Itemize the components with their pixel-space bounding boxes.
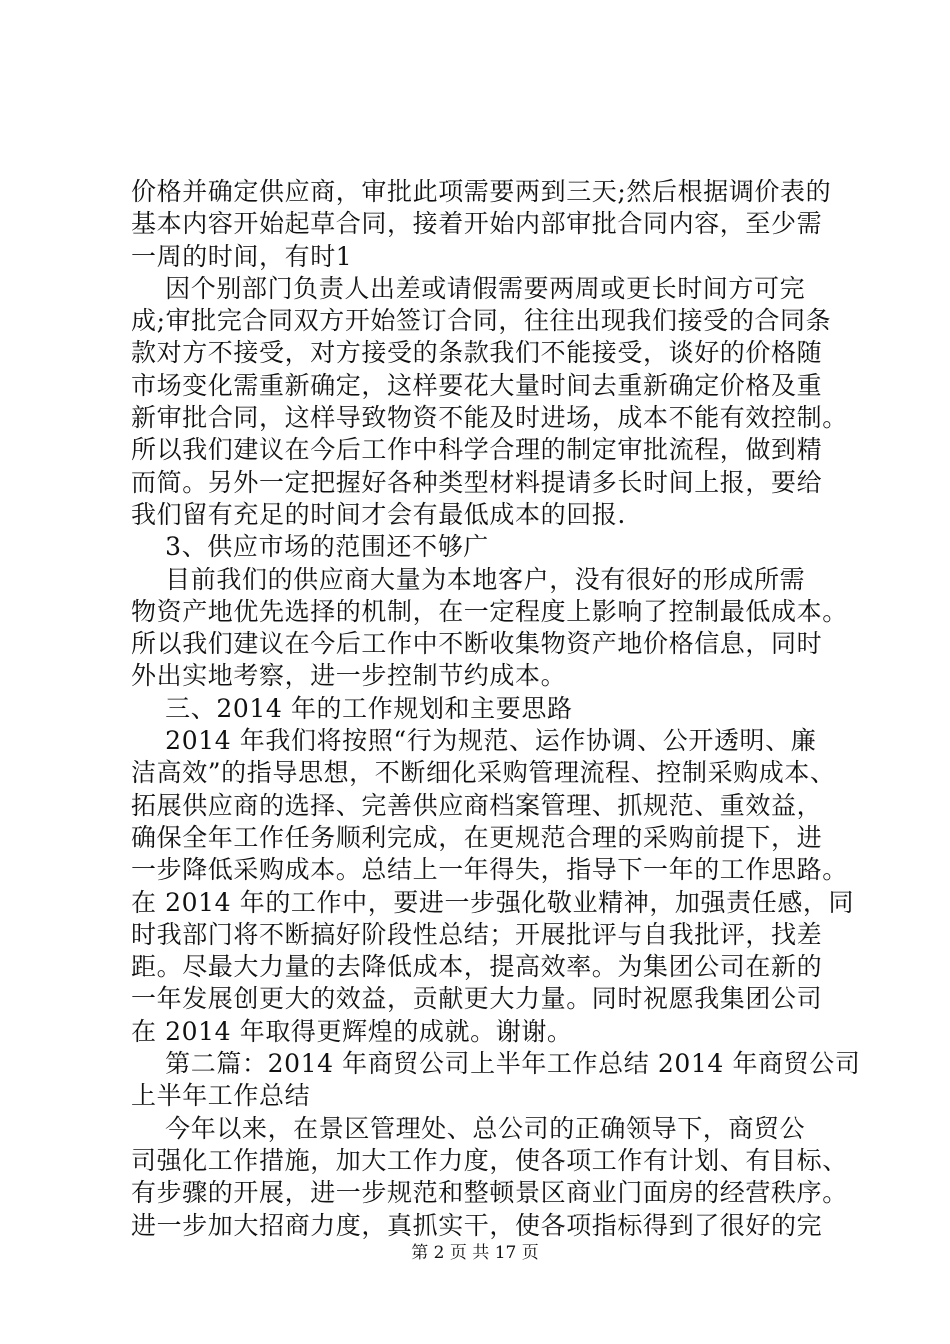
text-line: 一年发展创更大的效益，贡献更大力量。同时祝愿我集团公司 bbox=[131, 984, 823, 1014]
text-line: 成;审批完合同双方开始签订合同，往往出现我们接受的合同条 bbox=[131, 306, 832, 336]
text-line: 进一步加大招商力度，真抓实干，使各项指标得到了很好的完 bbox=[131, 1210, 823, 1240]
text-line: 外出实地考察，进一步控制节约成本。 bbox=[131, 661, 567, 691]
text-line: 在 2014 年的工作中，要进一步强化敬业精神，加强责任感，同 bbox=[131, 887, 855, 917]
text-line: 因个别部门负责人出差或请假需要两周或更长时间方可完 bbox=[131, 273, 806, 303]
text-line: 时我部门将不断搞好阶段性总结；开展批评与自我批评，找差 bbox=[131, 919, 823, 949]
text-line: 基本内容开始起草合同，接着开始内部审批合同内容，至少需 bbox=[131, 209, 823, 239]
text-line: 距。尽最大力量的去降低成本，提高效率。为集团公司在新的 bbox=[131, 952, 823, 982]
text-line: 目前我们的供应商大量为本地客户，没有很好的形成所需 bbox=[131, 564, 806, 594]
text-line: 所以我们建议在今后工作中科学合理的制定审批流程，做到精 bbox=[131, 435, 823, 465]
text-line: 确保全年工作任务顺利完成，在更规范合理的采购前提下，进 bbox=[131, 822, 823, 852]
text-line: 在 2014 年取得更辉煌的成就。谢谢。 bbox=[131, 1016, 573, 1046]
text-line: 而简。另外一定把握好各种类型材料提请多长时间上报，要给 bbox=[131, 467, 823, 497]
text-line: 2014 年我们将按照“行为规范、运作协调、公开透明、廉 bbox=[131, 726, 817, 756]
text-line: 一步降低采购成本。总结上一年得失，指导下一年的工作思路。 bbox=[131, 855, 848, 885]
section-heading: 第二篇：2014 年商贸公司上半年工作总结 2014 年商贸公司 bbox=[131, 1049, 861, 1079]
text-line: 物资产地优先选择的机制，在一定程度上影响了控制最低成本。 bbox=[131, 596, 848, 626]
text-line: 一周的时间，有时1 bbox=[131, 241, 353, 271]
document-body bbox=[131, 176, 861, 1242]
text-line: 洁高效”的指导思想，不断细化采购管理流程、控制采购成本、 bbox=[131, 758, 836, 788]
text-line: 司强化工作措施，加大工作力度，使各项工作有计划、有目标、 bbox=[131, 1145, 848, 1175]
text-line: 款对方不接受，对方接受的条款我们不能接受，谈好的价格随 bbox=[131, 338, 823, 368]
text-line: 市场变化需重新确定，这样要花大量时间去重新确定价格及重 bbox=[131, 370, 823, 400]
text-line: 价格并确定供应商，审批此项需要两到三天;然后根据调价表的 bbox=[131, 177, 832, 206]
section-heading: 3、供应市场的范围还不够广 bbox=[131, 532, 489, 562]
text-line: 我们留有充足的时间才会有最低成本的回报. bbox=[131, 499, 626, 529]
text-line: 新审批合同，这样导致物资不能及时进场，成本不能有效控制。 bbox=[131, 403, 848, 433]
text-line: 有步骤的开展，进一步规范和整顿景区商业门面房的经营秩序。 bbox=[131, 1178, 848, 1208]
page-number: 第 2 页 共 17 页 bbox=[411, 1243, 539, 1263]
section-heading: 三、2014 年的工作规划和主要思路 bbox=[131, 693, 573, 723]
text-line: 今年以来，在景区管理处、总公司的正确领导下，商贸公 bbox=[131, 1113, 806, 1143]
section-heading: 上半年工作总结 bbox=[131, 1081, 311, 1111]
text-line: 拓展供应商的选择、完善供应商档案管理、抓规范、重效益， bbox=[131, 790, 823, 820]
text-line: 所以我们建议在今后工作中不断收集物资产地价格信息，同时 bbox=[131, 629, 823, 659]
